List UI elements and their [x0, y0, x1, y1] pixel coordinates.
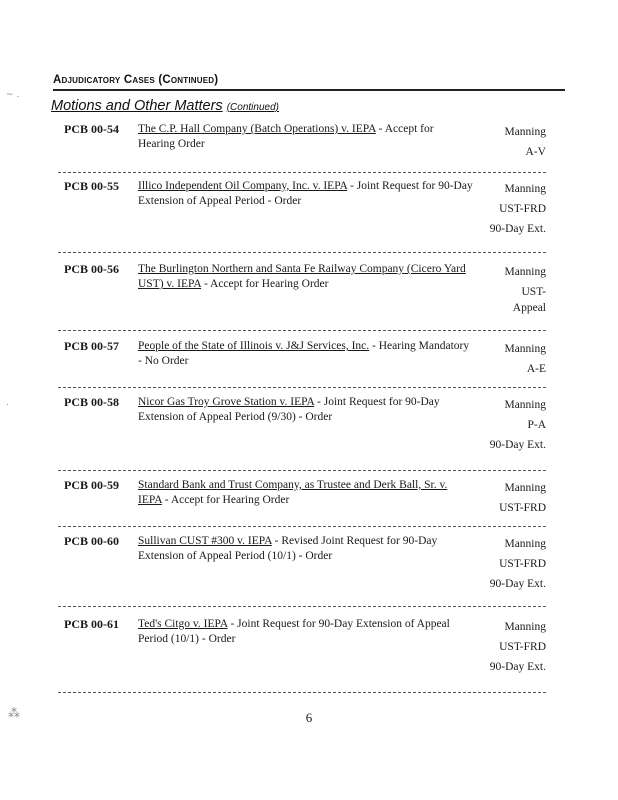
case-action: - Hearing Mandatory - No Order: [138, 340, 470, 367]
case-description: [138, 478, 473, 508]
case-number: PCB 00-60: [64, 534, 119, 548]
case-type: 90-Day Ext.: [489, 223, 546, 235]
board-member: Manning: [504, 126, 546, 138]
case-number: PCB 00-61: [64, 617, 119, 631]
board-member: Manning: [504, 183, 546, 195]
page-number: 6: [305, 710, 313, 725]
divider: [58, 172, 546, 173]
case-title-link[interactable]: The Burlington Northern and Santa Fe Railway Company (Cicero Yard UST) v. IEPA: [138, 263, 466, 290]
case-type: UST-FRD: [499, 502, 546, 514]
case-action: - Accept for Hearing Order: [161, 494, 290, 506]
case-description: [138, 262, 473, 292]
case-type: A-E: [526, 363, 546, 375]
case-type: 90-Day Ext.: [489, 439, 546, 451]
board-member: Manning: [504, 621, 546, 633]
case-meta: [466, 339, 546, 379]
case-meta: [466, 534, 546, 594]
case-action: - Accept for Hearing Order: [201, 278, 329, 290]
divider: [58, 526, 546, 527]
case-meta: [466, 478, 546, 518]
case-title-link[interactable]: Ted's Citgo v. IEPA: [138, 618, 228, 630]
divider: [58, 387, 546, 388]
board-member: Manning: [504, 482, 546, 494]
case-number: PCB 00-59: [64, 478, 119, 492]
divider: [58, 330, 546, 331]
divider: [58, 252, 546, 253]
case-type: UST-: [521, 286, 546, 298]
case-description: [138, 339, 473, 369]
case-title-link[interactable]: Sullivan CUST #300 v. IEPA: [138, 535, 272, 547]
case-title-link[interactable]: Nicor Gas Troy Grove Station v. IEPA: [138, 396, 315, 408]
case-description: [138, 122, 473, 152]
case-description: [138, 534, 473, 564]
subsection-title-suffix: (Continued): [226, 102, 279, 113]
scan-artifact: ⁂: [8, 706, 20, 720]
case-type: UST-FRD: [499, 203, 546, 215]
case-description: [138, 179, 473, 209]
case-title-link[interactable]: Standard Bank and Trust Company, as Trustee and Derk Ball, Sr. v. IEPA: [138, 479, 448, 506]
case-type: P-A: [527, 419, 546, 431]
board-member: Manning: [504, 266, 546, 278]
case-action: - Joint Request for 90-Day Extension of Appeal Period (9/30) - Order: [138, 396, 440, 423]
case-number: PCB 00-54: [64, 122, 119, 136]
case-type: Appeal: [512, 302, 546, 314]
scan-artifact: ~ .: [6, 90, 20, 100]
case-action: - Joint Request for 90-Day Extension of Appeal Period (10/1) - Order: [138, 618, 450, 645]
case-number: PCB 00-57: [64, 339, 119, 353]
case-number: PCB 00-58: [64, 395, 119, 409]
subsection-title-text: Motions and Other Matters: [51, 98, 223, 114]
case-type: UST-FRD: [499, 558, 546, 570]
case-number: PCB 00-56: [64, 262, 119, 276]
divider: [58, 470, 546, 471]
case-meta: [466, 617, 546, 677]
case-meta: [466, 122, 546, 162]
scan-artifact: .: [6, 398, 9, 408]
case-type: UST-FRD: [499, 641, 546, 653]
case-meta: [466, 179, 546, 239]
divider: [58, 606, 546, 607]
board-member: Manning: [504, 538, 546, 550]
case-action: - Revised Joint Request for 90-Day Extension of Appeal Period (10/1) - Order: [138, 535, 438, 562]
case-type: A-V: [525, 146, 546, 158]
case-description: [138, 395, 473, 425]
board-member: Manning: [504, 399, 546, 411]
case-type: 90-Day Ext.: [489, 578, 546, 590]
case-meta: [466, 395, 546, 455]
case-action: - Accept for Hearing Order: [138, 123, 434, 150]
board-member: Manning: [504, 343, 546, 355]
case-meta: [466, 262, 546, 316]
divider: [58, 692, 546, 693]
case-title-link[interactable]: People of the State of Illinois v. J&J Services, Inc.: [138, 340, 370, 352]
case-action: - Joint Request for 90-Day Extension of Appeal Period - Order: [138, 180, 473, 207]
case-type: 90-Day Ext.: [489, 661, 546, 673]
case-description: [138, 617, 473, 647]
case-title-link[interactable]: Illico Independent Oil Company, Inc. v. IEPA: [138, 180, 348, 192]
case-title-link[interactable]: The C.P. Hall Company (Batch Operations) v. IEPA: [138, 123, 376, 135]
subsection-title: [51, 98, 279, 114]
case-number: PCB 00-55: [64, 179, 119, 193]
section-title: Adjudicatory Cases (Continued): [53, 74, 565, 91]
